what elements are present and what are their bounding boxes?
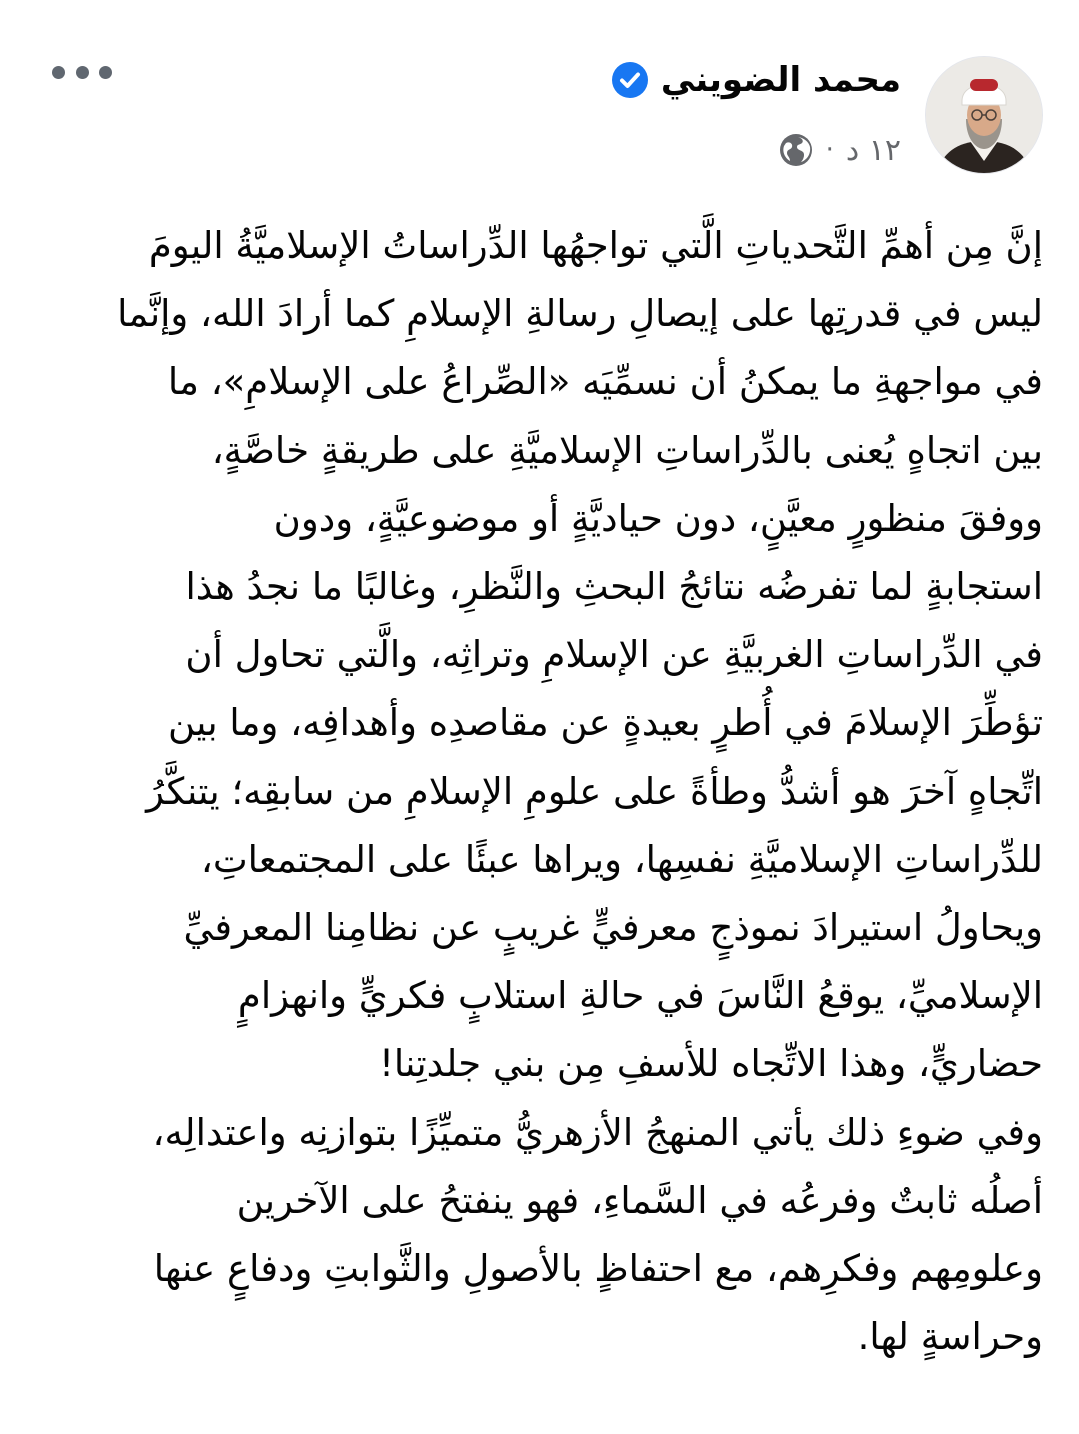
post-text-line: أصلُه ثابتٌ وفرعُه في السَّماءِ، فهو ينفتحُ على الآخرين (236, 1178, 1043, 1222)
globe-icon[interactable] (778, 132, 814, 168)
post-text-line: وحراسةٍ لها. (857, 1315, 1043, 1359)
post-body (33, 212, 1043, 1371)
post-text-line: للدِّراساتِ الإسلاميَّةِ نفسِها، ويراها عبئًا على المجتمعاتِ، (200, 837, 1043, 881)
post-text-line: في مواجهةِ ما يمكنُ أن نسمِّيَه «الصِّراعُ على الإسلامِ»، ما (167, 360, 1043, 404)
post-text-line: تؤطِّرَ الإسلامَ في أُطرٍ بعيدةٍ عن مقاصدِه وأهدافِه، وما بين (168, 701, 1043, 745)
post-timestamp[interactable]: ١٢ د (845, 132, 901, 168)
post-text-line: الإسلاميِّ، يوقعُ النَّاسَ في حالةِ استلابٍ فكريٍّ وانهزامٍ (237, 974, 1043, 1018)
more-options-button[interactable] (52, 52, 112, 92)
person-portrait-avatar (926, 57, 1042, 173)
more-dots-icon (52, 66, 65, 79)
author-avatar[interactable] (925, 56, 1043, 174)
post-text-line: وفي ضوءِ ذلك يأتي المنهجُ الأزهريُّ متميِّزًا بتوازنِه واعتدالِه، (152, 1110, 1043, 1154)
post-text-line: ويحاولُ استيرادَ نموذجٍ معرفيٍّ غريبٍ عن نظامِنا المعرفيِّ (183, 906, 1043, 950)
post-text-line: اتِّجاهٍ آخرَ هو أشدُّ وطأةً على علومِ الإسلامِ من سابقِه؛ يتنكَّرُ (146, 769, 1043, 813)
verified-badge-icon (611, 61, 649, 99)
author-row (611, 56, 901, 104)
author-name[interactable]: محمد الضويني (660, 60, 901, 100)
post-text-line: حضاريٍّ، وهذا الاتِّجاه للأسفِ مِن بني جلدتِنا! (379, 1042, 1043, 1086)
post-text-line: في الدِّراساتِ الغربيَّةِ عن الإسلامِ وتراثِه، والَّتي تحاول أن (185, 633, 1043, 677)
post-text-line: ليس في قدرتِها على إيصالِ رسالةِ الإسلامِ كما أرادَ الله، وإنَّما (117, 292, 1043, 336)
post-text-line: ووفقَ منظورٍ معيَّنٍ، دون حياديَّةٍ أو موضوعيَّةٍ، ودون (273, 496, 1043, 540)
post-meta (778, 128, 901, 172)
meta-separator: · (825, 135, 834, 165)
post-text-line: وعلومِهم وفكرِهم، مع احتفاظٍ بالأصولِ والثَّوابتِ ودفاعٍ عنها (153, 1247, 1043, 1291)
post-text-line: بين اتجاهٍ يُعنى بالدِّراساتِ الإسلاميَّةِ على طريقةٍ خاصَّةٍ، (211, 428, 1043, 472)
post-text-line: استجابةٍ لما تفرضُه نتائجُ البحثِ والنَّظرِ، وغالبًا ما نجدُ هذا (185, 565, 1043, 609)
post-text-line: إنَّ مِن أهمِّ التَّحدياتِ الَّتي تواجهُها الدِّراساتُ الإسلاميَّةُ اليومَ (148, 224, 1043, 267)
